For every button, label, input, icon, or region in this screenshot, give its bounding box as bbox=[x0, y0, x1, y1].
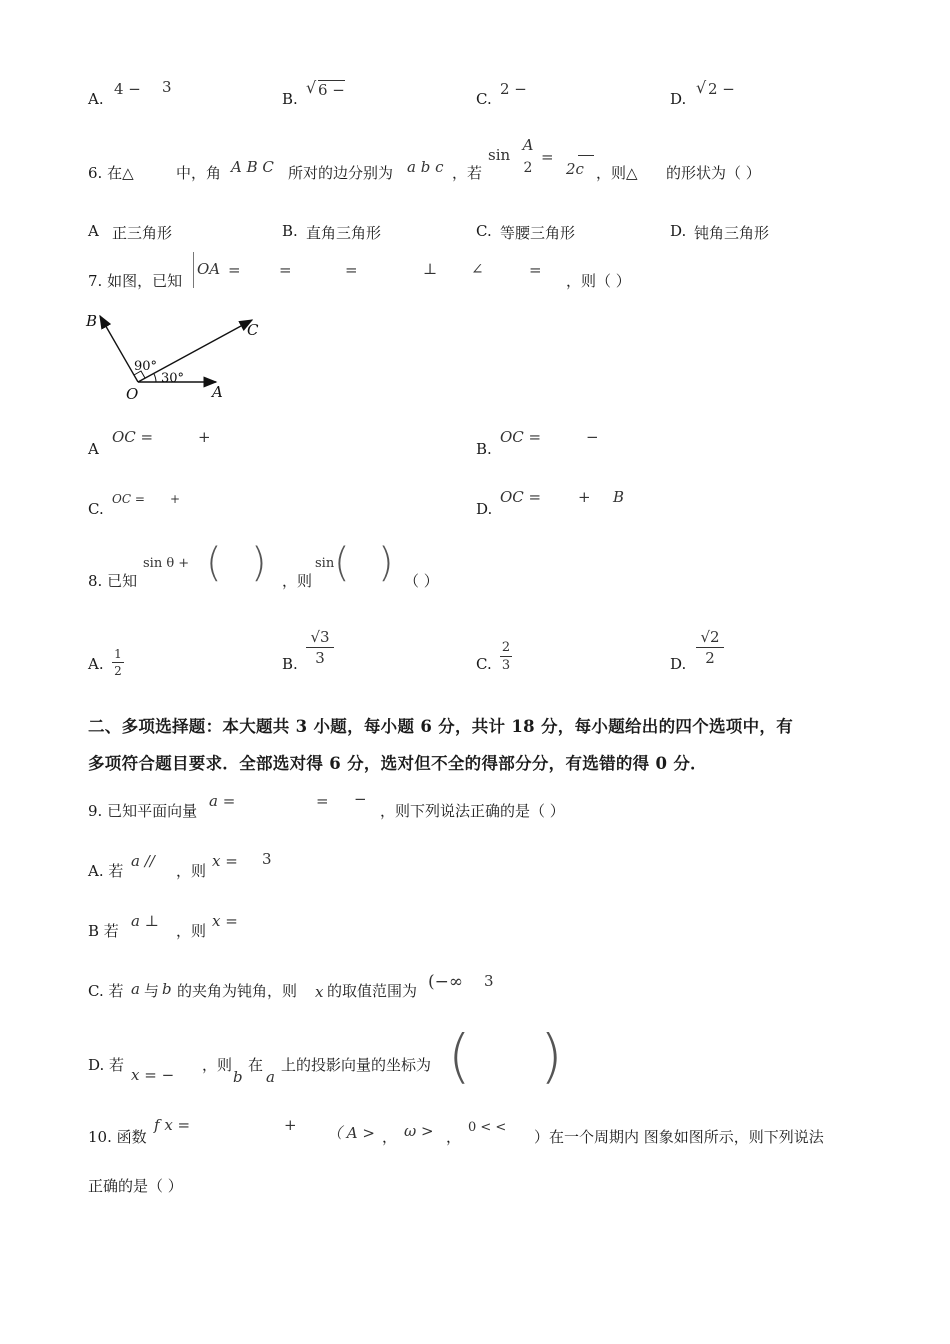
q8-prefix: 8. 已知 bbox=[88, 572, 138, 590]
q9-option-c-x: x bbox=[315, 983, 324, 1001]
q7-perp: ⊥ bbox=[423, 260, 438, 278]
q9-option-c-with: 与 bbox=[144, 982, 160, 1000]
q6-eq: = bbox=[541, 148, 554, 166]
q8-option-c-den: 3 bbox=[501, 658, 511, 673]
q7-prefix: 7. 如图，已知 bbox=[88, 272, 183, 290]
q9-option-d-then: ，则 bbox=[202, 1056, 233, 1074]
q6-option-b-text[interactable]: 直角三角形 bbox=[306, 224, 382, 242]
q7-option-a-op: + bbox=[198, 428, 211, 446]
label-30: 30° bbox=[161, 371, 185, 386]
q5-option-a-sup: 3 bbox=[162, 78, 172, 96]
q9-option-d-on: 在 bbox=[248, 1056, 264, 1074]
label-a: A bbox=[212, 383, 223, 401]
q8-option-d-label[interactable]: D. bbox=[670, 655, 687, 673]
q7-option-d-op: + bbox=[578, 488, 591, 506]
q9-option-c-a: a bbox=[131, 980, 140, 998]
q10-cond-phi: 0 < < bbox=[468, 1120, 507, 1135]
q8-mid: ，则 bbox=[282, 572, 313, 590]
q9-option-a-val: 3 bbox=[262, 850, 272, 868]
q8-option-a-num: 1 bbox=[114, 647, 122, 661]
q10-comma1: ， bbox=[382, 1128, 398, 1146]
q9-option-d-b: b bbox=[233, 1068, 243, 1086]
label-90: 90° bbox=[134, 359, 158, 374]
q9-vec-a: a = bbox=[209, 792, 236, 810]
q8-suffix: （ ） bbox=[404, 572, 439, 590]
q8-option-b-label[interactable]: B. bbox=[282, 655, 298, 673]
q10-line2: 正确的是（ ） bbox=[88, 1177, 183, 1195]
q9-option-a-label[interactable]: A. 若 bbox=[88, 862, 124, 880]
label-b: B bbox=[86, 312, 98, 330]
q7-expr: OA bbox=[197, 260, 221, 278]
q8-option-d-frac bbox=[696, 628, 724, 667]
q10-plus: + bbox=[284, 1116, 297, 1134]
q6-frag2: 所对的边分别为 bbox=[288, 164, 394, 182]
angle-arc bbox=[154, 374, 156, 382]
q7-suffix: ，则（ ） bbox=[566, 272, 631, 290]
q10-f: f x = bbox=[154, 1116, 191, 1134]
q9-option-a-res: x = bbox=[212, 852, 238, 870]
label-o: O bbox=[126, 385, 139, 403]
q8-option-c-label[interactable]: C. bbox=[476, 655, 492, 673]
q9-option-c-b: b bbox=[162, 980, 172, 998]
right-paren-icon: ) bbox=[251, 540, 267, 586]
q6-option-a-label[interactable]: A bbox=[88, 222, 99, 240]
q8-option-b-den: 3 bbox=[315, 649, 325, 667]
q5-option-c-label[interactable]: C. bbox=[476, 90, 492, 108]
q9-suffix: ，则下列说法正确的是（ ） bbox=[380, 802, 565, 820]
q9-option-c-text2: 的取值范围为 bbox=[327, 982, 418, 1000]
vector-ob bbox=[100, 316, 138, 382]
q7-option-b-op: − bbox=[586, 428, 599, 446]
q9-option-a-math: a // bbox=[131, 852, 155, 870]
q10-cond-a: （ A > bbox=[327, 1124, 375, 1142]
q8-option-a-frac bbox=[112, 647, 124, 678]
q6-frac-den: 2 bbox=[523, 160, 533, 176]
q6-den2: 2c bbox=[566, 160, 584, 178]
section2-heading-line2: 多项符合题目要求．全部选对得 6 分，选对但不全的得部分分，有选错的得 0 分． bbox=[88, 754, 707, 773]
label-c: C bbox=[247, 321, 259, 339]
q10-cond-w: ω > bbox=[404, 1122, 434, 1140]
q5-option-a-expr: 4 − bbox=[114, 80, 141, 98]
q9-eq: = bbox=[316, 792, 329, 810]
q7-option-a-label[interactable]: A bbox=[88, 440, 99, 458]
q9-option-d-label[interactable]: D. 若 bbox=[88, 1056, 125, 1074]
q9-option-c-label[interactable]: C. 若 bbox=[88, 982, 124, 1000]
q6-option-c-text[interactable]: 等腰三角形 bbox=[500, 224, 576, 242]
q8-option-a-den: 2 bbox=[114, 664, 122, 678]
q7-option-a-expr: OC = bbox=[112, 428, 154, 446]
q6-frac-num: A bbox=[522, 136, 534, 154]
q9-option-b-then: ，则 bbox=[176, 922, 207, 940]
q6-option-c-label[interactable]: C. bbox=[476, 222, 492, 240]
q9-option-c-text: 的夹角为钝角，则 bbox=[177, 982, 298, 1000]
right-paren-icon: ) bbox=[540, 1022, 563, 1090]
q8-sin2: sin bbox=[315, 556, 335, 571]
q9-option-b-res: x = bbox=[212, 912, 238, 930]
q8-option-d-num: √2 bbox=[700, 628, 720, 646]
q8-option-b-num: √3 bbox=[310, 628, 330, 646]
q7-option-d-tail: B bbox=[613, 488, 625, 506]
q7-angle: ∠ bbox=[471, 260, 484, 278]
q7-option-c-op: + bbox=[170, 492, 181, 506]
q10-comma2: ， bbox=[446, 1128, 462, 1146]
q9-option-b-math: a ⊥ bbox=[131, 912, 159, 930]
q6-frag1: 中，角 bbox=[176, 164, 222, 182]
q9-minus: − bbox=[354, 790, 367, 808]
q6-frag5: 的形状为（ ） bbox=[666, 164, 761, 182]
left-paren-icon: ( bbox=[448, 1022, 471, 1090]
q8-option-c-frac bbox=[500, 640, 512, 673]
left-paren-icon: ( bbox=[206, 540, 222, 586]
abs-bar bbox=[193, 252, 194, 288]
q8-option-c-num: 2 bbox=[501, 640, 511, 655]
left-paren-icon: ( bbox=[334, 540, 350, 586]
q9-option-c-range: (−∞ bbox=[428, 972, 464, 992]
q7-option-b-expr: OC = bbox=[500, 428, 542, 446]
q5-option-c-expr: 2 − bbox=[500, 80, 527, 98]
q5-option-b-expr: 6 − bbox=[318, 81, 345, 99]
q7-vector-figure bbox=[84, 308, 274, 403]
q9-option-c-val: 3 bbox=[484, 972, 494, 990]
q6-angles: A B C bbox=[231, 158, 274, 176]
q10-prefix: 10. 函数 bbox=[88, 1128, 147, 1146]
q5-option-a-label[interactable]: A. bbox=[88, 90, 104, 108]
q6-option-a-text[interactable]: 正三角形 bbox=[112, 224, 173, 242]
q6-sides: a b c bbox=[407, 158, 444, 176]
q7-option-c-label[interactable]: C. bbox=[88, 500, 104, 518]
q9-option-d-cond: x = − bbox=[131, 1066, 175, 1084]
q6-option-d-text[interactable]: 钝角三角形 bbox=[694, 224, 770, 242]
q7-option-d-label[interactable]: D. bbox=[476, 500, 493, 518]
q9-option-d-text: 上的投影向量的坐标为 bbox=[281, 1056, 432, 1074]
q8-option-d-den: 2 bbox=[705, 649, 715, 667]
q5-option-d-label[interactable]: D. bbox=[670, 90, 687, 108]
q10-suffix: ）在一个周期内 图象如图所示，则下列说法 bbox=[534, 1128, 824, 1146]
q6-option-b-label[interactable]: B. bbox=[282, 222, 298, 240]
q7-option-d-expr: OC = bbox=[500, 488, 542, 506]
sqrt-icon: √ bbox=[306, 78, 317, 97]
q6-frag4: ，则△ bbox=[596, 164, 638, 182]
q5-option-d-expr: 2 − bbox=[708, 80, 735, 98]
q9-prefix: 9. 已知平面向量 bbox=[88, 802, 198, 820]
q9-option-d-a: a bbox=[266, 1068, 275, 1086]
q6-fraction bbox=[520, 136, 536, 176]
q9-option-b-label[interactable]: B 若 bbox=[88, 922, 119, 940]
q6-sin: sin bbox=[488, 146, 511, 164]
q6-option-d-label[interactable]: D. bbox=[670, 222, 687, 240]
fraction-bar bbox=[578, 155, 594, 156]
section2-heading-line1: 二、多项选择题：本大题共 3 小题，每小题 6 分，共计 18 分，每小题给出的四个选项中，有 bbox=[88, 717, 793, 736]
q6-prefix: 6. 在△ bbox=[88, 164, 134, 182]
right-paren-icon: ) bbox=[378, 540, 394, 586]
q7-option-c-expr: OC = bbox=[112, 492, 145, 506]
q8-option-a-label[interactable]: A. bbox=[88, 655, 104, 673]
q7-option-b-label[interactable]: B. bbox=[476, 440, 492, 458]
q9-option-a-then: ，则 bbox=[176, 862, 207, 880]
q5-option-b-label[interactable]: B. bbox=[282, 90, 298, 108]
q6-frag3: ，若 bbox=[452, 164, 483, 182]
q8-sin1: sin θ + bbox=[143, 556, 190, 571]
q8-option-b-frac bbox=[306, 628, 334, 667]
sqrt-icon: √ bbox=[696, 78, 707, 97]
